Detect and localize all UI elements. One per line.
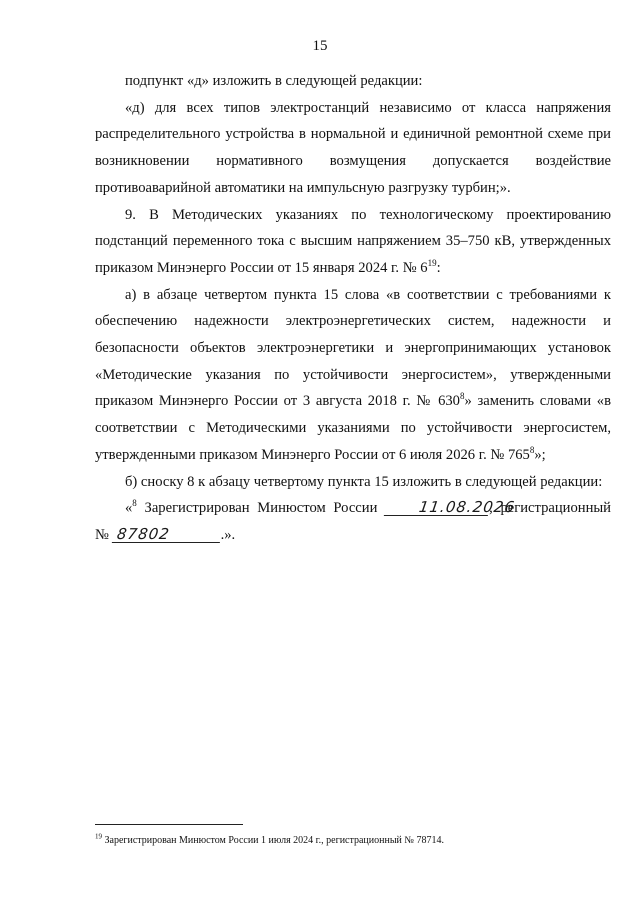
quote-open: «: [125, 500, 133, 517]
footnote-text: Зарегистрирован Минюстом России 1 июля 2024 г., регистрационный № 78714.: [102, 835, 444, 846]
document-body: [95, 68, 611, 549]
quote-close: .».: [220, 526, 236, 543]
item-9-text: 9. В Методических указаниях по технологическому проектированию подстанций переменного тока с высшим напряжением 35–750 кВ, утвержденных приказом Минэнерго России от 15 января 2024 г. № 6: [95, 206, 611, 276]
paragraph-subitem-d: «д) для всех типов электростанций независимо от класса напряжения распределительного устройства в нормальной и единичной ремонтной схеме при возникновении нормативного возмущения допускается воздействие противоаварийной автоматики на импульсную разгрузку турбин;».: [95, 99, 611, 196]
footnote-ref-8c: 8: [132, 498, 137, 509]
footnote-ref-19: 19: [427, 258, 437, 269]
footnote-ref-8a: 8: [459, 391, 465, 402]
registration-number-label: , регистрационный: [489, 500, 611, 517]
page-number: 15: [312, 38, 328, 54]
footnote-19: [95, 834, 611, 848]
paragraph-footnote-8-line1: [95, 495, 611, 522]
paragraph-intro: подпункт «д» изложить в следующей редакции:: [125, 73, 423, 89]
subitem-a-text-2: » заменить словами «в соответствии с Методическими указаниями по устойчивости энергосистем, утвержденными приказом Минэнерго России от 6 июля 2026 г. № 765: [95, 393, 611, 463]
footnote-ref-8b: 8: [529, 444, 535, 455]
subitem-a-text-3: »;: [534, 446, 546, 463]
registration-text: Зарегистрирован Минюстом России: [136, 500, 386, 517]
handwritten-registration-number: 87802: [111, 526, 221, 543]
handwritten-registration-date: 11.08.2026: [384, 499, 490, 516]
item-9-end: :: [436, 259, 441, 276]
paragraph-subitem-a: [95, 282, 611, 469]
paragraph-subitem-b: б) сноску 8 к абзацу четвертому пункта 15 изложить в следующей редакции:: [125, 473, 603, 490]
paragraph-footnote-8-line2: [95, 522, 611, 549]
footnote-marker: 19: [95, 832, 102, 841]
footnote-divider: [95, 824, 243, 825]
subitem-a-text-1: а) в абзаце четвертом пункта 15 слова «в соответствии с требованиями к обеспечению надежности электроэнергетических систем, надежности и безопасности объектов электроэнергетики и энергопринимающих установок «Методические указания по устойчивости энергосистем», утвержденными приказом Минэнерго России от 3 августа 2018 г. № 630: [95, 286, 611, 410]
number-sign: №: [95, 526, 113, 543]
paragraph-item-9: [95, 202, 611, 282]
